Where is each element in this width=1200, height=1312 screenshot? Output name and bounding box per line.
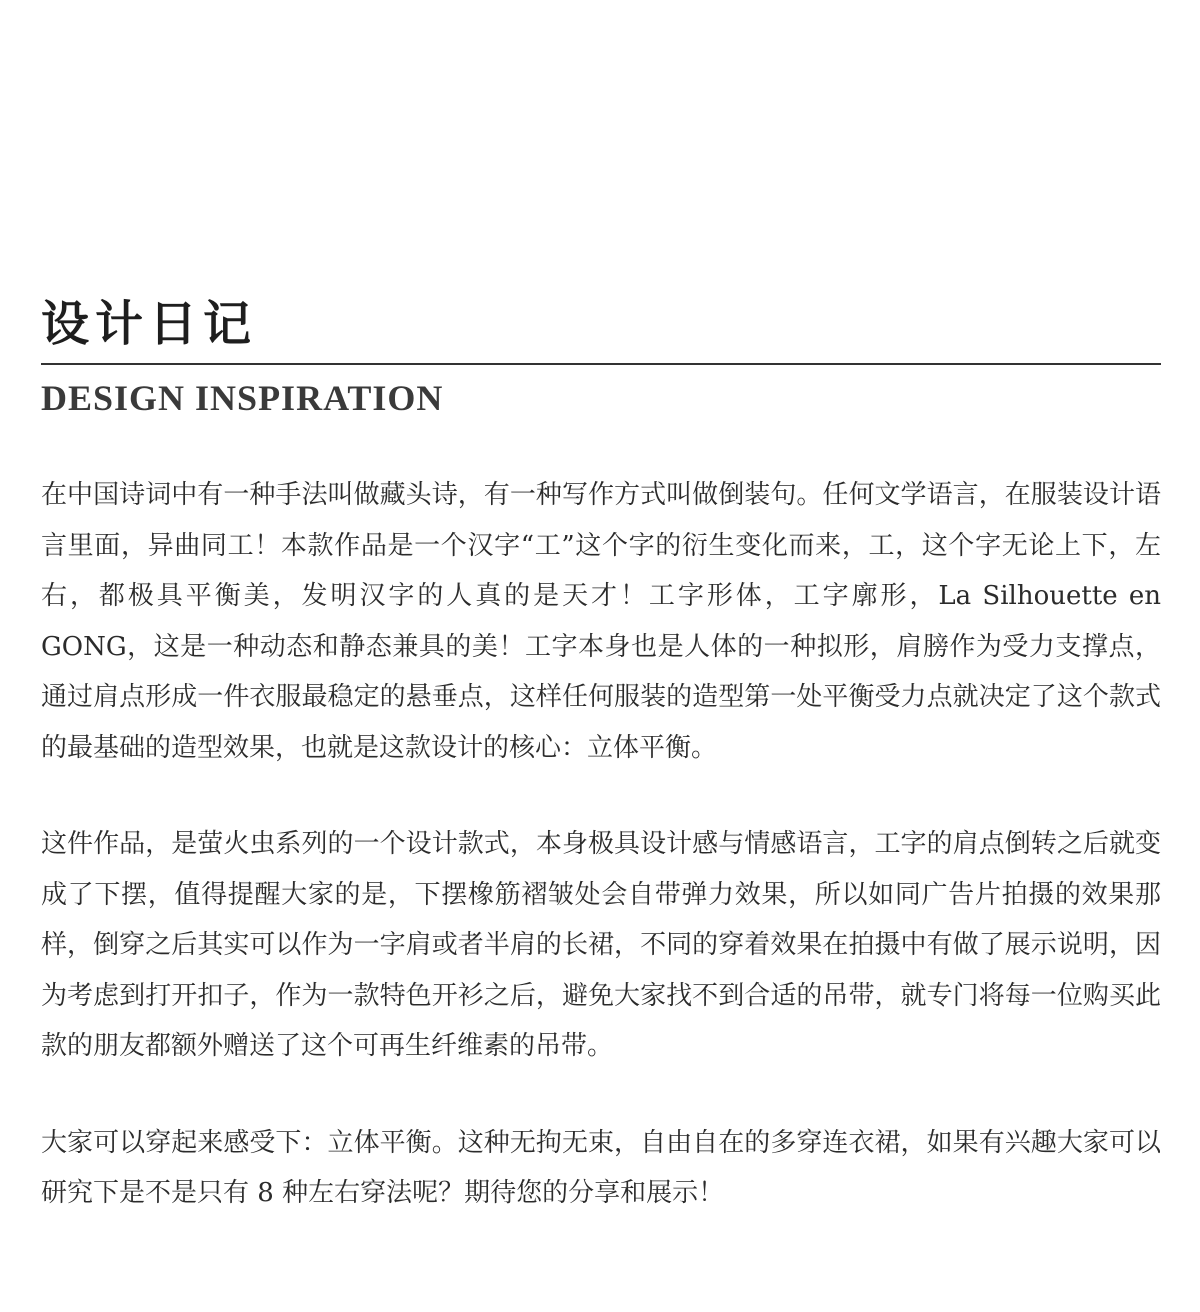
article-body: [41, 470, 1161, 1219]
article-paragraph-1: 在中国诗词中有一种手法叫做藏头诗，有一种写作方式叫做倒装句。任何文学语言，在服装设计语言里面，异曲同工！本款作品是一个汉字“工”这个字的衍生变化而来，工，这个字无论上下，左右，都极具平衡美，发明汉字的人真的是天才！工字形体，工字廓形，La Silhouette en GONG，这是一种动态和静态兼具的美！工字本身也是人体的一种拟形，肩膀作为受力支撑点，通过肩点形成一件衣服最稳定的悬垂点，这样任何服装的造型第一处平衡受力点就决定了这个款式的最基础的造型效果，也就是这款设计的核心：立体平衡。: [41, 480, 1161, 763]
section-heading: [41, 292, 1161, 356]
article-paragraph-2: 这件作品，是萤火虫系列的一个设计款式，本身极具设计感与情感语言，工字的肩点倒转之后就变成了下摆，值得提醒大家的是，下摆橡筋褶皱处会自带弹力效果，所以如同广告片拍摄的效果那样，倒穿之后其实可以作为一字肩或者半肩的长裙，不同的穿着效果在拍摄中有做了展示说明，因为考虑到打开扣子，作为一款特色开衫之后，避免大家找不到合适的吊带，就专门将每一位购买此款的朋友都额外赠送了这个可再生纤维素的吊带。: [41, 829, 1161, 1061]
page-subtitle: DESIGN INSPIRATION: [41, 378, 444, 418]
page-title: 设计日记: [41, 296, 258, 352]
title-divider: [41, 363, 1161, 365]
article-paragraph-3: 大家可以穿起来感受下：立体平衡。这种无拘无束，自由自在的多穿连衣裙，如果有兴趣大家可以研究下是不是只有 8 种左右穿法呢？期待您的分享和展示！: [41, 1127, 1161, 1208]
